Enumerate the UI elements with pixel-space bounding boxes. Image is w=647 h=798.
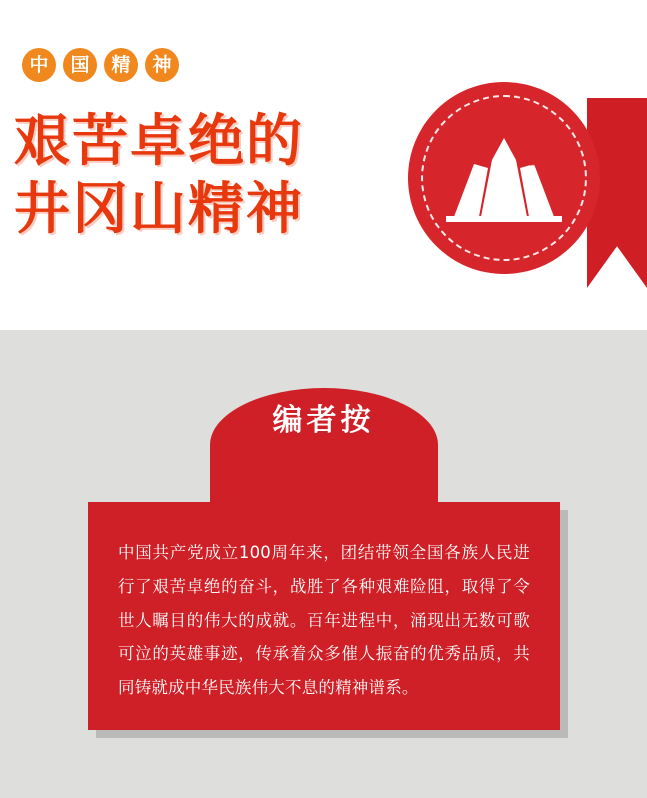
- emblem-stamp-text: 井冈山: [523, 143, 545, 168]
- page-title-line-1: 艰苦卓绝的: [14, 109, 304, 174]
- tag-chip: 精: [104, 48, 138, 82]
- page-title: [14, 108, 304, 245]
- editor-note-section: [0, 330, 647, 798]
- editor-note-card: [88, 502, 560, 730]
- section-heading-badge: [210, 388, 438, 502]
- category-tag-row: [22, 48, 179, 82]
- section-heading-label: 编者按: [272, 403, 375, 438]
- editor-note-paragraph: 中国共产党成立100周年来，团结带领全国各族人民进行了艰苦卓绝的奋斗，战胜了各种艰难险阻，取得了令世人瞩目的伟大的成就。百年进程中，涌现出无数可歌可泣的英雄事迹，传承着众多催人振奋的优秀品质，共同铸就成中华民族伟大不息的精神谱系。: [118, 543, 530, 698]
- header-banner: [0, 0, 647, 330]
- tag-chip: 神: [145, 48, 179, 82]
- jinggangshan-monument-emblem: [408, 82, 600, 274]
- tag-chip: 国: [63, 48, 97, 82]
- tag-chip: 中: [22, 48, 56, 82]
- page-title-line-2: 井冈山精神: [14, 177, 304, 243]
